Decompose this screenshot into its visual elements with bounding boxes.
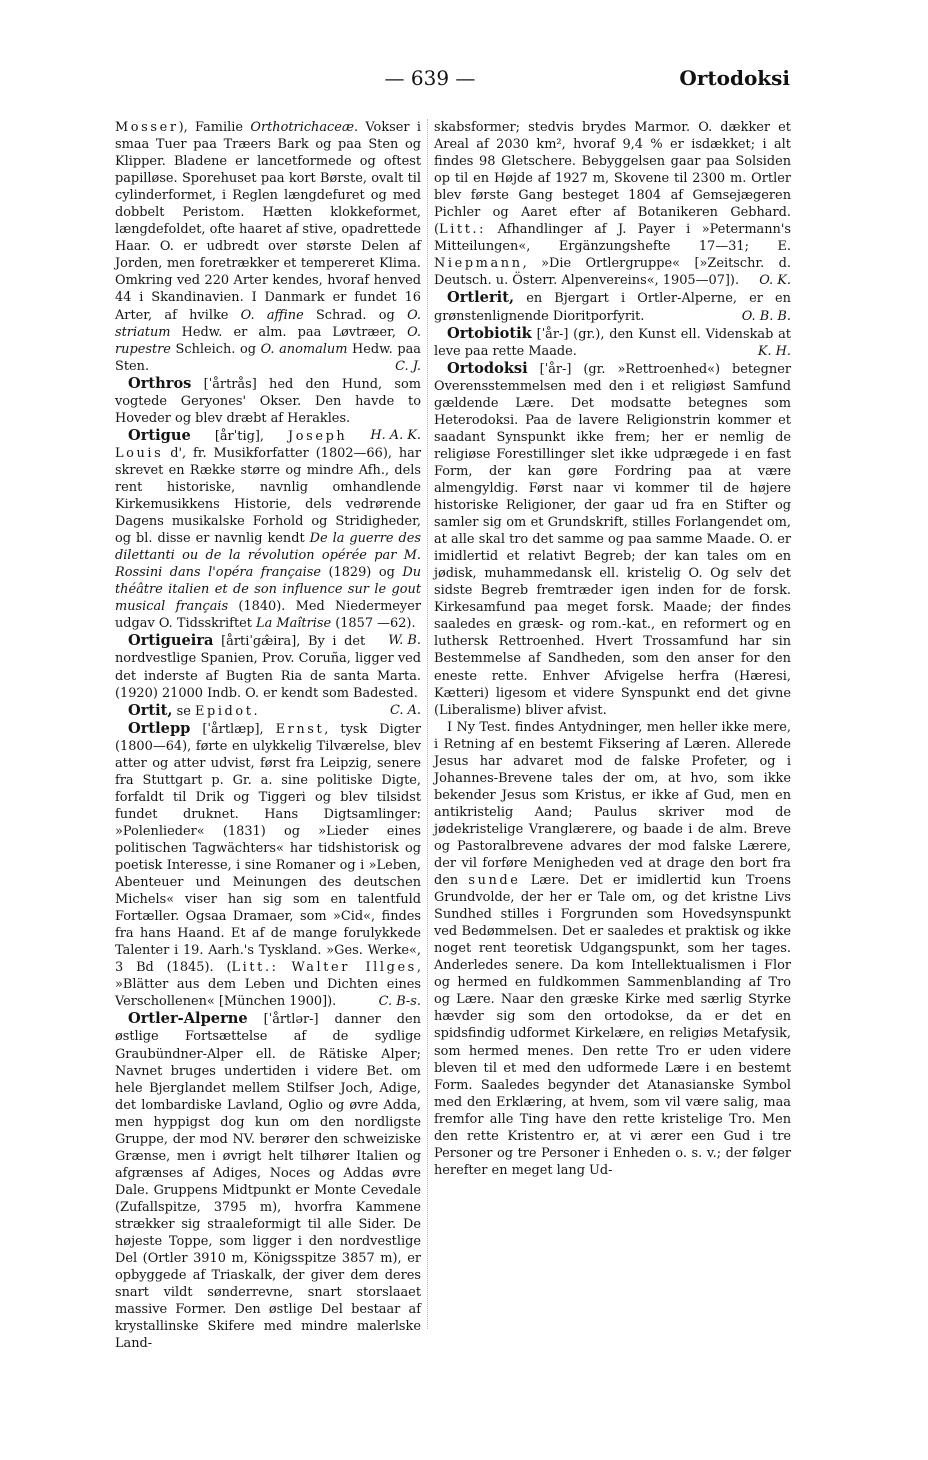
signature: O. B. B. [741,308,791,324]
signature: C. B-s. [378,994,421,1010]
signature: K. H. [757,343,791,359]
entry-ortodoksi: Ortodoksi [ˈår-] (gr. »Rettroenhed«) betegner Overensstemmelsen med den i et religiøst Samfund gældende Lære. Det modsatte betegnes som Heterodoksi. Paa de lavere Religionstrin kommer et saadant Synspunkt ikke frem; her er nemlig de religiøse Forestillinger slet ikke udprægede i en fast Form, der kan gøre Fordring paa at være almengyldig. Først naar vi kommer til de højere historiske Religioner, der gaar ud fra en Stifter og samler sig om et Grundskrift, stilles Forlangendet om, at alle skal tro det samme og paa samme Maade. O. er imidlertid et relativt Begreb; der kan tales om en jødisk, muhammedansk ell. kristelig O. Og selv det sidste Begreb fremtræder igen inden for de forsk. Kirkesamfund paa meget forsk. Maade; der findes saaledes en græsk- og rom.-kat., en reformert og en luthersk Rettroenhed. Hvert Trossamfund har sin Bestemmelse af Sandheden, som den anser for den eneste rette. Enhver Afvigelse herfra (Hæresi, Kætteri) ligesom et videre Synspunkt end det givne (Liberalisme) bliver afvist. [434,359,791,718]
headword: Ortlerit, [447,289,515,307]
entry-ortobiotik: Ortobiotik [ˈår-] (gr.), den Kunst ell. Videnskab at leve paa rette Maade. K. H. [434,324,791,359]
entry-ortler-alperne-continuation: skabsformer; stedvis brydes Marmor. O. dækker et Areal af 2030 km², hvoraf 9,4 % er isdækket; i alt findes 98 Gletschere. Bebyggelsen gaar paa Solsiden op til en Højde af 1927 m, Skovene til 2300 m. Ortler blev første Gang besteget 1804 af Gemsejægeren Pichler og Aaret efter af Botanikeren Gebhard. (Litt.: Afhandlinger af J. Payer i »Petermann's Mitteilungen«, Ergänzungshefte 17—31; E. Niepmann, »Die Ortlergruppe« [»Zeitschr. d. Deutsch. u. Österr. Alpenvereins«, 1905—07]). O. K. [434,120,791,289]
running-head: Ortodoksi [679,66,790,90]
entry-ortlepp: Ortlepp [ˈårtlæp], Ernst, tysk Digter (1800—64), førte en ulykkelig Tilværelse, blev atter og atter udvist, først fra Leipzig, senere fra Stuttgart p. Gr. a. sine politiske Digte, forfaldt til Drik og Tiggeri og blev tilsidst fundet druknet. Hans Digtsamlinger: »Polenlieder« (1831) og »Lieder eines politischen Tagwächters« har tidshistorisk og poetisk Interesse, i sine Romaner og i »Leben, Abenteuer und Meinungen des deutschen Michels« viser han sig som en talentfuld Fortæller. Ogsaa Dramaer, som »Cid«, findes fra hans Haand. Et af de mange forulykkede Talenter i 19. Aarh.'s Tyskland. »Ges. Werke«, 3 Bd (1845). (Litt.: Walter Illges, »Blätter aus dem Leben und Dichten eines Verschollenen« [München 1900]). C. B-s. [115,719,421,1010]
entry-ortodoksi-paragraph-2: I Ny Test. findes Antydninger, men heller ikke mere, i Retning af en bestemt Fiksering af Læren. Allerede Jesus har advaret mod de falske Profeter, og i Johannes-Brevene tales der om, at hvo, som ikke bekender Jesus som Kristus, er ikke af Gud, men en antikristelig Aand; Paulus skriver mod de jødekristelige Vranglærere, og baade i de alm. Breve og Pastoralbrevene advares der mod falske Lærere, der vil forføre Menigheden ved at drage den bort fra den sunde Lære. Det er imidlertid kun Troens Grundvolde, der her er Tale om, og det kristne Livs Sundhed stilles i Forgrunden som Hovedsynspunkt ved Bedømmelsen. Det er saaledes et praktisk og ikke noget rent teoretisk Udgangspunkt, som her tages. Anderledes senere. Da kom Intellektualismen i Flor og hermed en fuldkommen Sammenblanding af Tro og Lære. Naar den græske Kirke med særlig Styrke hævder sig som den ortodokse, da er det en spidsfindig udformet Kirkelære, en religiøs Metafysik, som hermed menes. Den rette Tro er uden videre bleven til et med den udformede Lære i en bestemt Form. Saaledes begynder det Atanasianske Symbol med den Erklæring, at hvem, som vil være salig, maa fremfor alle Ting have den rette kristelige Tro. Men den rette Kristentro er, at vi ærer een Gud i tre Personer og tre Personer i Enheden o. s. v.; der følger herefter en meget lang Ud- [434,719,791,1178]
entry-mosser-continuation: Mosser), Familie Orthotrichaceæ. Vokser i smaa Tuer paa Træers Bark og paa Sten og Klipper. Bladene er lancetformede og oftest papilløse. Sporehuset paa kort Børste, ovalt til cylinderformet, i Reglen længdefuret og med dobbelt Peristom. Hætten klokkeformet, længdefoldet, ofte haaret af stive, opadrettede Haar. O. er udbredt over største Delen af Jorden, men foretrækker et tempereret Klima. Omkring ved 220 Arter kendes, hvoraf henved 44 i Skandinavien. I Danmark er fundet 16 Arter, af hvilke O. affine Schrad. og O. striatum Hedw. er alm. paa Løvtræer, O. rupestre Schleich. og O. anomalum Hedw. paa Sten. C. J. [115,120,421,374]
headword: Ortlepp [128,719,191,737]
signature: C. J. [395,358,421,374]
page-header [0,66,928,96]
headword: Ortodoksi [447,359,528,377]
signature: W. B. [388,633,421,649]
entry-ortit: Ortit, se Epidot. [128,701,261,719]
headword: Ortit, [128,701,173,719]
headword: Orthros [128,374,192,392]
entry-ortigueira: Ortigueira [årtiˈgæ̂ira], By i det nordvestlige Spanien, Prov. Coruña, ligger ved det inderste af Bugten Ria de santa Marta. (1920) 21000 Indb. O. er kendt som Badested. C. A. [115,632,421,718]
headword: Ortler-Alperne [128,1010,248,1028]
signature: C. A. [389,702,421,718]
column-separator [427,119,429,1329]
entry-ortlerit: Ortlerit, en Bjergart i Ortler-Alperne, er en grønstenlignende Dioritporfyrit. O. B. B. [434,289,791,324]
entry-ortigue: Ortigue [årˈtig], Joseph Louis d', fr. Musikforfatter (1802—66), har skrevet en Række større og mindre Afh., dels rent historiske, navnlig omhandlende Kirkemusikkens Historie, dels vedrørende Dagens musikalske Forhold og Stridigheder, og bl. disse er navnlig kendt De la guerre des dilettanti ou de la révolution opérée par M. Rossini dans l'opéra française (1829) og Du théâtre italien et de son influence sur le gout musical français (1840). Med Niedermeyer udgav O. Tidsskriftet La Maîtrise (1857 —62). W. B. [115,426,421,649]
headword: Ortigueira [128,632,214,650]
right-column [434,119,791,1179]
signature: O. K. [759,273,791,289]
headword: Ortobiotik [447,324,532,342]
signature: H. A. K. [370,427,421,443]
entry-orthros: Orthros [ˈårtrås] hed den Hund, som vogtede Geryones' Okser. Den havde to Hoveder og blev dræbt af Herakles. H. A. K. [115,374,421,443]
page-number: — 639 — [384,66,476,90]
entry-ortler-alperne: Ortler-Alperne [ˈårtlər-] danner den østlige Fortsættelse af de sydlige Graubündner-Alper ell. de Rätiske Alper; Navnet bruges undertiden i videre Bet. om hele Bjerglandet mellem Stilfser Joch, Adige, det lombardiske Lavland, Oglio og øvre Adda, men hyppigst dog kun om den nordligste Gruppe, der mod NV. berører den schweiziske Grænse, men i øvrigt helt tilhører Italien og afgrænses af Adiges, Noces og Addas øvre Dale. Gruppens Midtpunkt er Monte Cevedale (Zufallspitze, 3795 m), hvorfra Kammene strækker sig straaleformigt til alle Sider. De højeste Toppe, som ligger i den nordvestlige Del (Ortler 3910 m, Königsspitze 3857 m), er opbyggede af Triaskalk, der giver dem deres snart vildt sønderrevne, snart storslaaet massive Former. Den østlige Del bestaar af krystallinske Skifere med mindre malerlske Land- [115,1010,421,1352]
left-column [115,119,421,1352]
cross-reference: Epidot. [194,703,261,719]
headword: Ortigue [128,426,191,444]
